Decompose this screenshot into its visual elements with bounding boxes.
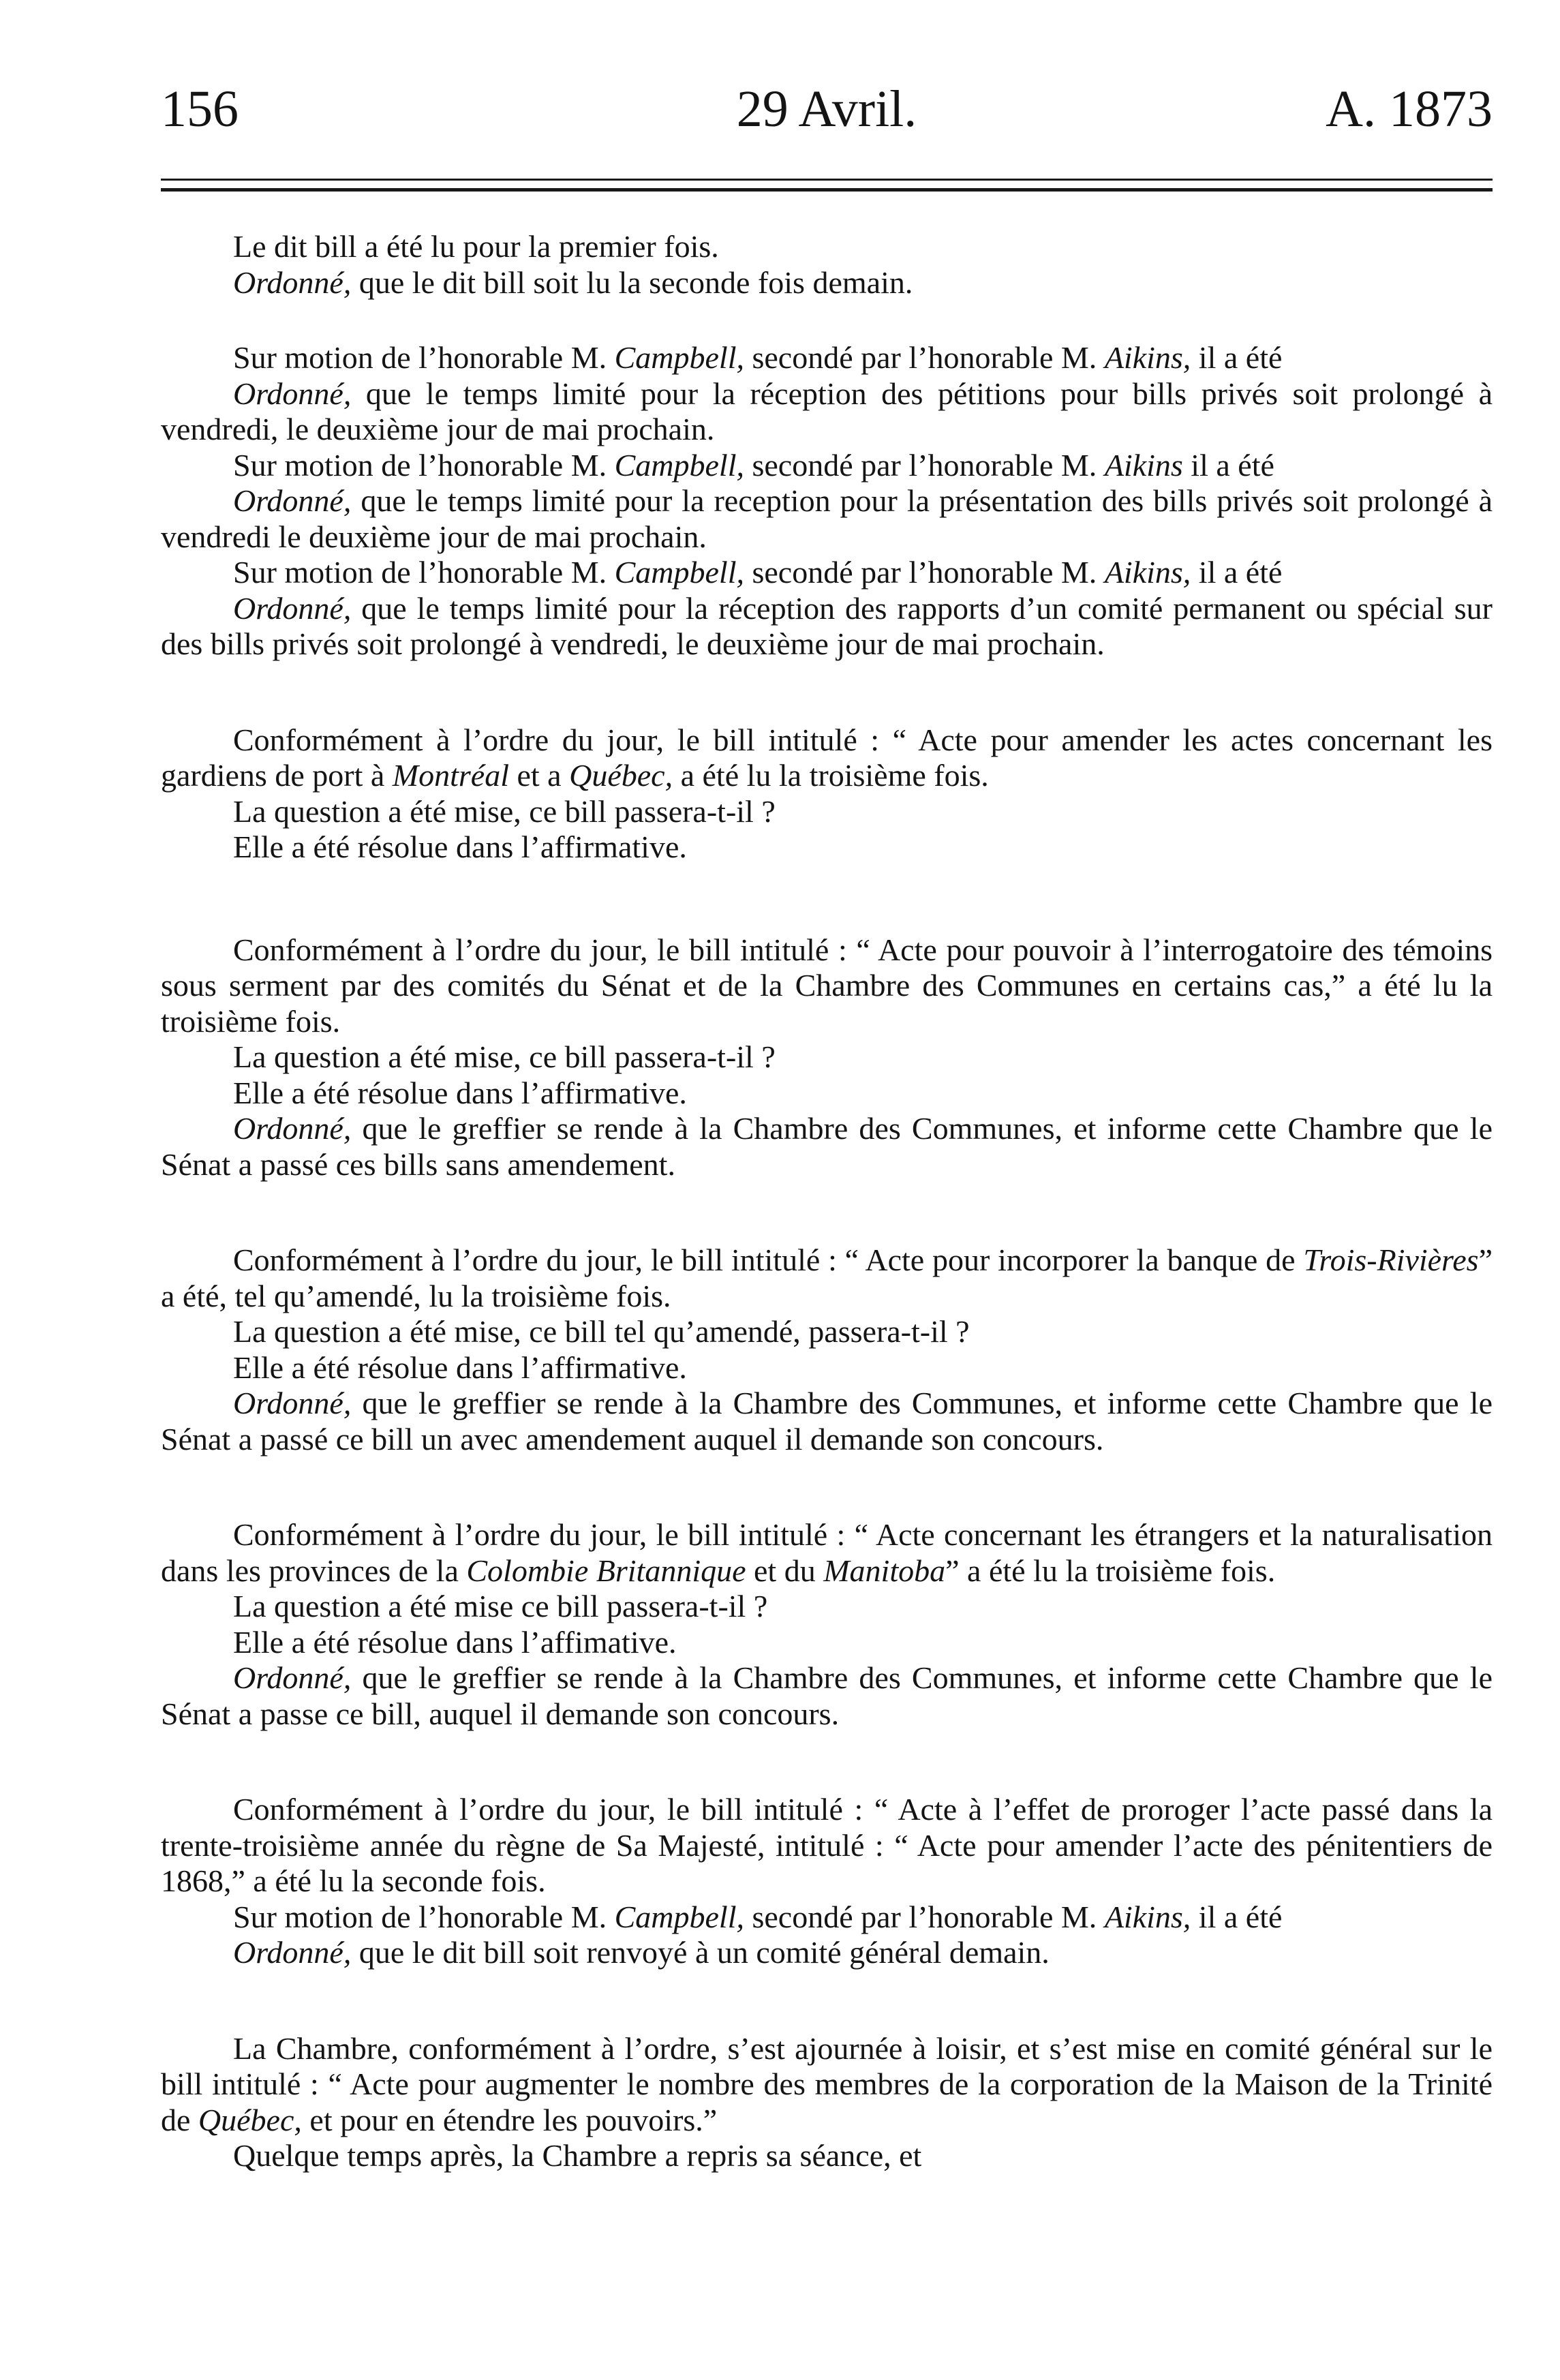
minutes-paragraph xyxy=(161,1039,1493,1075)
page-year: A. 1873 xyxy=(1326,80,1493,138)
text-run: que le greffier se rende à la Chambre des Communes, et informe cette Chambre que le Sénat a passe ce bill, auquel il demande son concours. xyxy=(161,1660,1493,1731)
minutes-paragraph xyxy=(161,722,1493,794)
minutes-paragraph xyxy=(161,1792,1493,1900)
minutes-paragraph xyxy=(161,591,1493,662)
text-run: La question a été mise, ce bill passera-t-il ? xyxy=(233,793,776,829)
text-run: que le temps limité pour la reception pour la présentation des bills privés soit prolongé à vendredi le deuxième jour de mai prochain. xyxy=(161,483,1493,554)
minutes-paragraph xyxy=(161,376,1493,448)
text-run: et du xyxy=(746,1553,824,1588)
text-run: Sur motion de l’honorable M. xyxy=(233,340,615,375)
text-run: il a été xyxy=(1191,1899,1283,1934)
text-run: Conformément à l’ordre du jour, le bill intitulé : “ Acte pour pouvoir à l’interrogatoire des témoins sous serment par des comités du Sénat et de la Chambre des Communes en certains cas,” a été lu la troisième fois. xyxy=(161,932,1493,1039)
minutes-paragraph xyxy=(161,555,1493,591)
text-run: La Chambre, conformément à l’ordre, s’est ajournée à loisir, et s’est mise en comité général sur le bill intitulé : “ Acte pour augmenter le nombre des membres de la corporation de la Maison de la Trinité de xyxy=(161,2030,1493,2137)
italic-run: Montréal xyxy=(392,758,509,793)
italic-run: Trois-Rivières xyxy=(1303,1242,1479,1277)
minutes-section xyxy=(161,1517,1493,1732)
text-run: Elle a été résolue dans l’affimative. xyxy=(233,1624,677,1660)
text-run: ” a été lu la troisième fois. xyxy=(945,1553,1276,1588)
minutes-body xyxy=(161,229,1493,2234)
minutes-paragraph xyxy=(161,448,1493,484)
text-run: que le dit bill soit renvoyé à un comité général demain. xyxy=(351,1935,1050,1970)
italic-run: Ordonné, xyxy=(233,1386,352,1420)
minutes-paragraph xyxy=(161,1589,1493,1625)
minutes-paragraph xyxy=(161,1111,1493,1183)
minutes-paragraph xyxy=(161,1242,1493,1314)
minutes-section xyxy=(161,2031,1493,2174)
text-run: que le greffier se rende à la Chambre des Communes, et informe cette Chambre que le Sénat a passé ce bill un avec amendement auquel il demande son concours. xyxy=(161,1386,1493,1456)
minutes-paragraph xyxy=(161,1660,1493,1732)
text-run: La question a été mise, ce bill passera-t-il ? xyxy=(233,1039,776,1074)
minutes-paragraph xyxy=(161,483,1493,555)
text-run: et a xyxy=(508,758,570,793)
header-rule-thick xyxy=(161,188,1493,192)
minutes-paragraph xyxy=(161,2138,1493,2174)
italic-run: Ordonné, xyxy=(233,264,352,300)
minutes-paragraph xyxy=(161,1075,1493,1112)
text-run: Elle a été résolue dans l’affirmative. xyxy=(233,1349,687,1385)
page-number: 156 xyxy=(161,80,239,138)
minutes-paragraph xyxy=(161,265,1493,301)
text-run: Conformément à l’ordre du jour, le bill intitulé : “ Acte à l’effet de proroger l’acte passé dans la trente-troisième année du règne de Sa Majesté, intitulé : “ Acte pour amender l’acte des pénitentiers de 1868,” a été lu la seconde fois. xyxy=(161,1792,1493,1898)
minutes-section xyxy=(161,1792,1493,1971)
text-run: Elle a été résolue dans l’affirmative. xyxy=(233,1075,687,1110)
text-run: Elle a été résolue dans l’affirmative. xyxy=(233,829,687,864)
italic-run: Campbell, xyxy=(614,447,744,483)
text-run: que le temps limité pour la réception des rapports d’un comité permanent ou spécial sur des bills privés soit prolongé à vendredi, le deuxième jour de mai prochain. xyxy=(161,590,1493,661)
text-run: Quelque temps après, la Chambre a repris sa séance, et xyxy=(233,2138,922,2173)
minutes-paragraph xyxy=(161,794,1493,830)
italic-run: Québec, xyxy=(569,758,673,793)
italic-run: Ordonné, xyxy=(233,590,352,626)
italic-run: Ordonné, xyxy=(233,1935,352,1970)
italic-run: Aikins, xyxy=(1104,555,1191,590)
text-run: et pour en étendre les pouvoirs.” xyxy=(301,2102,718,2137)
text-run: Conformément à l’ordre du jour, le bill intitulé : “ Acte concernant les étrangers et la naturalisation dans les provinces de la xyxy=(161,1517,1493,1588)
italic-run: Ordonné, xyxy=(233,376,352,411)
minutes-paragraph xyxy=(161,1386,1493,1457)
text-run: que le temps limité pour la réception des pétitions pour bills privés soit prolongé à vendredi, le deuxième jour de mai prochain. xyxy=(161,376,1493,446)
text-run: Sur motion de l’honorable M. xyxy=(233,1899,615,1934)
italic-run: Aikins, xyxy=(1104,340,1191,375)
text-run: que le greffier se rende à la Chambre des Communes, et informe cette Chambre que le Sénat a passé ces bills sans amendement. xyxy=(161,1111,1493,1182)
text-run: secondé par l’honorable M. xyxy=(744,447,1105,483)
text-run: La question a été mise, ce bill tel qu’amendé, passera-t-il ? xyxy=(233,1314,970,1349)
minutes-paragraph xyxy=(161,1935,1493,1971)
minutes-paragraph xyxy=(161,829,1493,866)
italic-run: Québec, xyxy=(198,2102,302,2137)
italic-run: Campbell, xyxy=(614,1899,744,1934)
minutes-section xyxy=(161,1242,1493,1457)
minutes-section xyxy=(161,340,1493,662)
italic-run: Campbell, xyxy=(614,340,744,375)
minutes-paragraph xyxy=(161,229,1493,265)
text-run: que le dit bill soit lu la seconde fois demain. xyxy=(351,264,913,300)
header-rule-thin xyxy=(161,179,1493,181)
text-run: a été lu la troisième fois. xyxy=(673,758,989,793)
minutes-paragraph xyxy=(161,2031,1493,2139)
minutes-section xyxy=(161,722,1493,866)
minutes-paragraph xyxy=(161,1517,1493,1589)
minutes-paragraph xyxy=(161,1314,1493,1350)
text-run: La question a été mise ce bill passera-t-il ? xyxy=(233,1589,768,1623)
italic-run: Ordonné, xyxy=(233,1660,352,1695)
text-run: secondé par l’honorable M. xyxy=(744,1899,1105,1934)
minutes-paragraph xyxy=(161,1625,1493,1661)
minutes-paragraph xyxy=(161,1350,1493,1386)
italic-run: Colombie Britannique xyxy=(466,1553,746,1588)
document-page xyxy=(161,0,1493,2380)
text-run: il a été xyxy=(1191,555,1283,590)
italic-run: Aikins xyxy=(1104,447,1183,483)
text-run: secondé par l’honorable M. xyxy=(744,555,1105,590)
italic-run: Aikins, xyxy=(1104,1899,1191,1934)
minutes-section xyxy=(161,932,1493,1183)
text-run: Conformément à l’ordre du jour, le bill intitulé : “ Acte pour amender les actes concernant les gardiens de port à xyxy=(161,722,1493,793)
minutes-paragraph xyxy=(161,1900,1493,1936)
minutes-paragraph xyxy=(161,340,1493,376)
text-run: secondé par l’honorable M. xyxy=(744,340,1105,375)
text-run: ” a été, tel qu’amendé, lu la troisième fois. xyxy=(161,1242,1493,1313)
page-header xyxy=(161,75,1493,150)
text-run: il a été xyxy=(1191,340,1283,375)
italic-run: Manitoba xyxy=(823,1553,946,1588)
text-run: Conformément à l’ordre du jour, le bill intitulé : “ Acte pour incorporer la banque de xyxy=(233,1242,1304,1277)
text-run: Sur motion de l’honorable M. xyxy=(233,447,615,483)
text-run: Sur motion de l’honorable M. xyxy=(233,555,615,590)
page-date: 29 Avril. xyxy=(736,80,917,138)
text-run: il a été xyxy=(1182,447,1274,483)
italic-run: Ordonné, xyxy=(233,1111,352,1146)
italic-run: Campbell, xyxy=(614,555,744,590)
minutes-section xyxy=(161,229,1493,301)
text-run: Le dit bill a été lu pour la premier fois. xyxy=(233,229,719,264)
italic-run: Ordonné, xyxy=(233,483,352,518)
minutes-paragraph xyxy=(161,932,1493,1040)
